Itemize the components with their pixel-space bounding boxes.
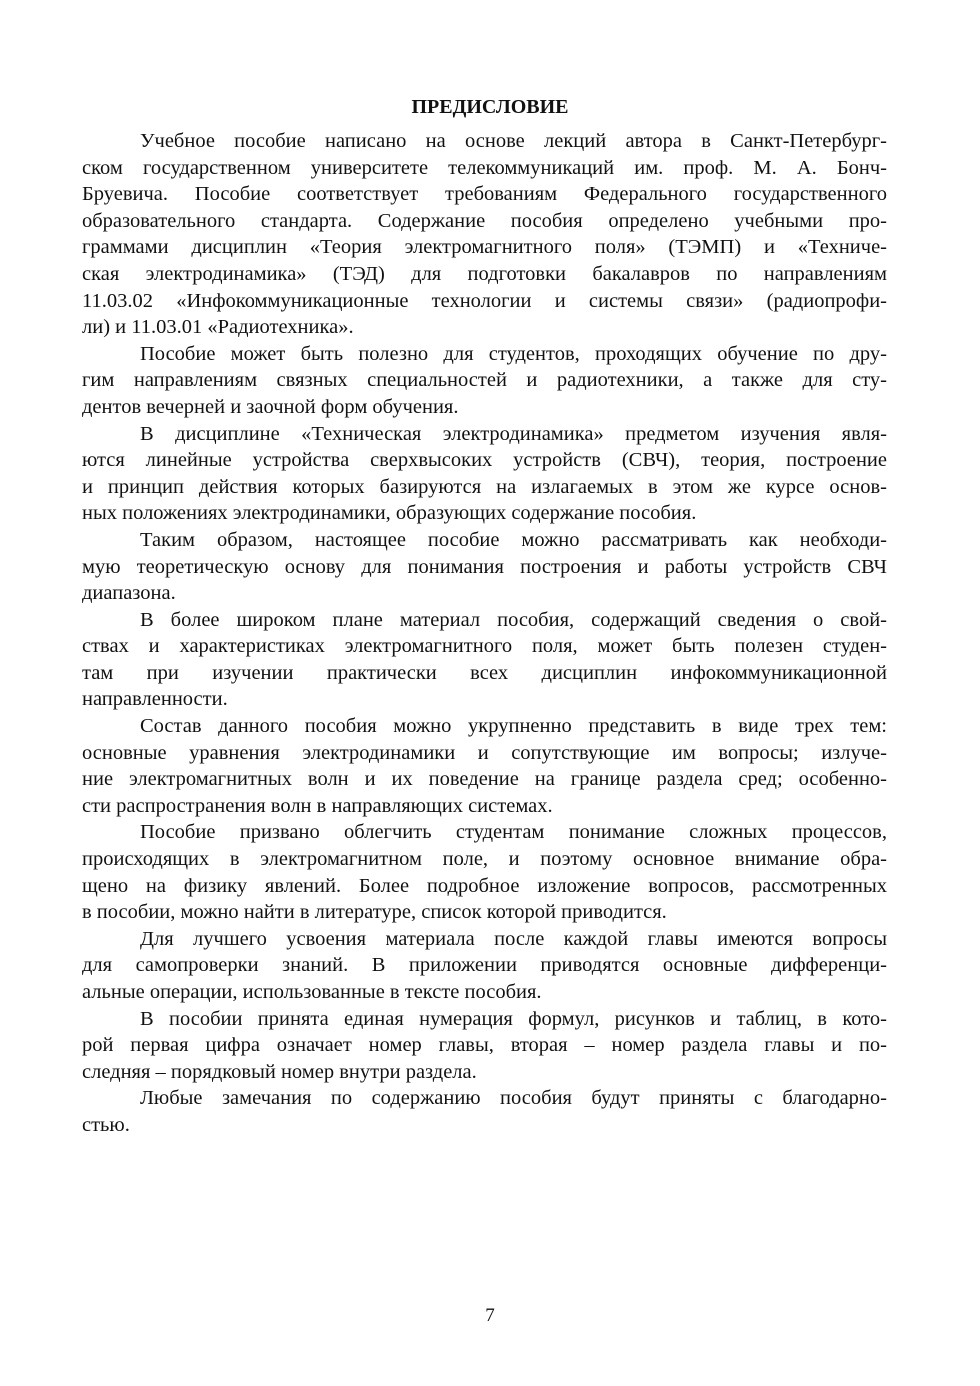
page-number: 7 [485, 1305, 495, 1326]
paragraph-line: в пособии, можно найти в литературе, список которой приводится. [82, 901, 667, 924]
paragraph-line: ние электромагнитных волн и их поведение на границе раздела сред; особенно- [82, 768, 887, 791]
paragraph-line: там при изучении практически всех дисциплин инфокоммуникационной [82, 661, 887, 684]
paragraph-line: граммами дисциплин «Теория электромагнитного поля» (ТЭМП) и «Техниче- [82, 236, 887, 259]
paragraph-line: основные уравнения электродинамики и сопутствующие им вопросы; излуче- [82, 741, 887, 764]
paragraph-line: стью. [82, 1113, 130, 1136]
paragraph-line: дентов вечерней и заочной форм обучения. [82, 395, 459, 418]
paragraph-line: следняя – порядковый номер внутри раздела. [82, 1060, 477, 1083]
paragraph-line: диапазона. [82, 582, 176, 605]
paragraph-line: В более широком плане материал пособия, содержащий сведения о свой- [140, 608, 887, 631]
paragraph-line: Любые замечания по содержанию пособия будут приняты с благодарно- [140, 1087, 887, 1110]
paragraph [82, 819, 887, 925]
paragraph [82, 128, 887, 341]
paragraph-line: происходящих в электромагнитном поле, и поэтому основное внимание обра- [82, 848, 887, 871]
paragraph-line: ская электродинамика» (ТЭД) для подготовки бакалавров по направлениям [82, 262, 887, 285]
paragraph [82, 713, 887, 819]
paragraph-line: щено на физику явлений. Более подробное изложение вопросов, рассмотренных [82, 874, 887, 897]
paragraph-line: ются линейные устройства сверхвысоких устройств (СВЧ), теория, построение [82, 449, 887, 472]
paragraph-line: ствах и характеристиках электромагнитного поля, может быть полезен студен- [82, 635, 887, 658]
paragraph-line: ных положениях электродинамики, образующих содержание пособия. [82, 502, 697, 525]
paragraph-line: В дисциплине «Техническая электродинамика» предметом изучения явля- [140, 422, 887, 445]
paragraph-line: гим направлениям связных специальностей и радиотехники, а также для сту- [82, 369, 887, 392]
paragraph-line: Для лучшего усвоения материала после каждой главы имеются вопросы [140, 927, 887, 950]
paragraph [82, 1006, 887, 1086]
page-title: ПРЕДИСЛОВИЕ [411, 96, 569, 118]
paragraph-line: ли) и 11.03.01 «Радиотехника». [82, 316, 354, 339]
paragraph-line: 11.03.02 «Инфокоммуникационные технологии и системы связи» (радиопрофи- [82, 289, 887, 312]
paragraph-line: мую теоретическую основу для понимания построения и работы устройств СВЧ [82, 555, 887, 578]
preface-body [82, 128, 887, 1139]
paragraph-line: Учебное пособие написано на основе лекций автора в Санкт-Петербург- [140, 130, 887, 152]
paragraph [82, 926, 887, 1006]
paragraph [82, 1085, 887, 1138]
paragraph-line: образовательного стандарта. Содержание пособия определено учебными про- [82, 209, 887, 232]
paragraph-line: В пособии принята единая нумерация формул, рисунков и таблиц, в кото- [140, 1007, 887, 1030]
paragraph [82, 607, 887, 713]
paragraph-line: для самопроверки знаний. В приложении приводятся основные дифференци- [82, 954, 887, 977]
paragraph-line: направленности. [82, 688, 228, 711]
paragraph [82, 527, 887, 607]
paragraph-line: альные операции, использованные в тексте пособия. [82, 981, 542, 1003]
paragraph [82, 341, 887, 421]
paragraph [82, 421, 887, 527]
paragraph-line: Пособие призвано облегчить студентам понимание сложных процессов, [140, 821, 887, 844]
paragraph-line: рой первая цифра означает номер главы, вторая – номер раздела главы и по- [82, 1034, 887, 1057]
paragraph-line: Таким образом, настоящее пособие можно рассматривать как необходи- [140, 528, 887, 551]
paragraph-line: ском государственном университете телекоммуникаций им. проф. М. А. Бонч- [82, 156, 887, 179]
paragraph-line: и принцип действия которых базируются на излагаемых в этом же курсе основ- [82, 475, 887, 498]
paragraph-line: сти распространения волн в направляющих системах. [82, 794, 553, 817]
paragraph-line: Бруевича. Пособие соответствует требованиям Федерального государственного [82, 183, 887, 206]
paragraph-line: Пособие может быть полезно для студентов, проходящих обучение по дру- [140, 342, 887, 365]
paragraph-line: Состав данного пособия можно укрупненно представить в виде трех тем: [140, 715, 887, 738]
